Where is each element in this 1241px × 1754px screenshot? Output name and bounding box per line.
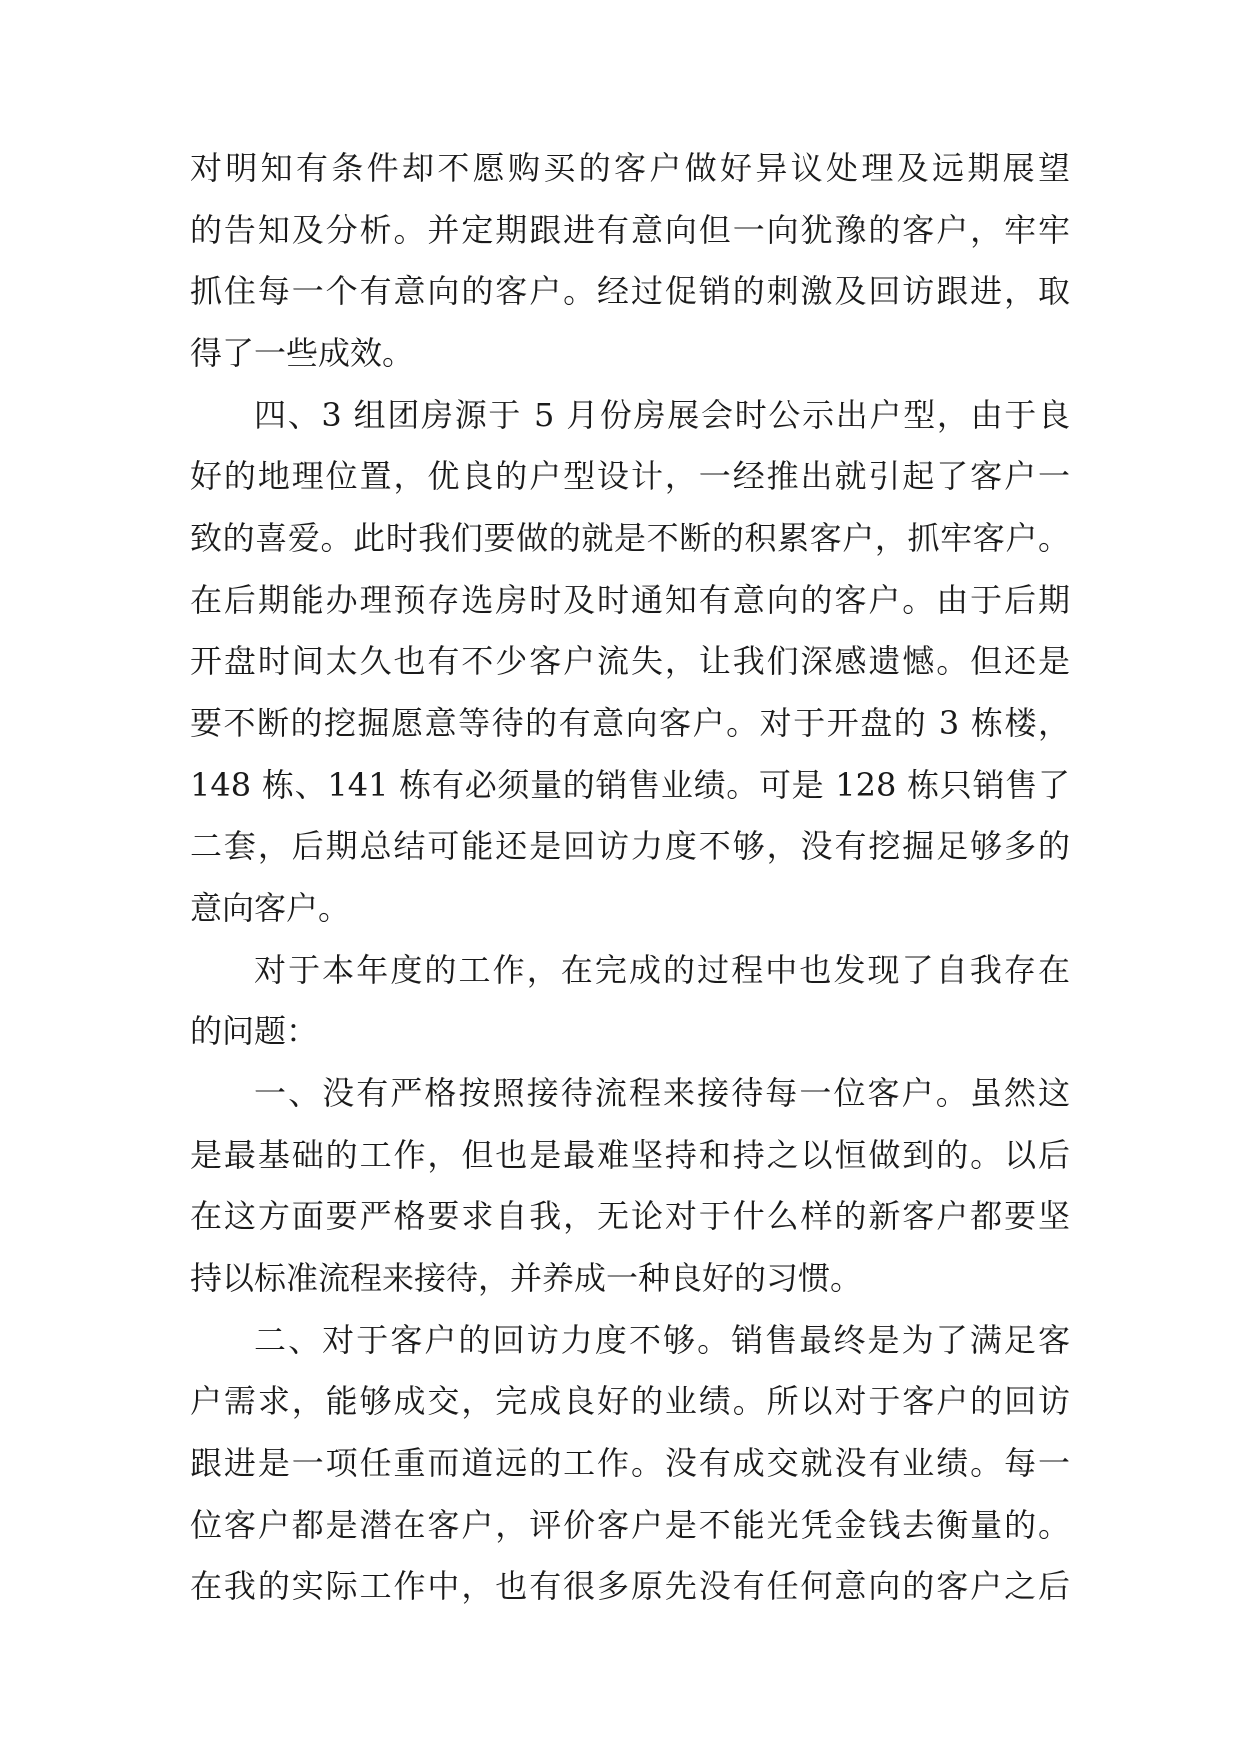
text-line: 得了一些成效。 <box>190 334 415 372</box>
text-line: 户需求，能够成交，完成良好的业绩。所以对于客户的回访 <box>190 1382 1070 1420</box>
text-line: 二套，后期总结可能还是回访力度不够，没有挖掘足够多的 <box>190 827 1070 865</box>
text-line: 在这方面要严格要求自我，无论对于什么样的新客户都要坚 <box>190 1197 1070 1235</box>
text-line: 开盘时间太久也有不少客户流失，让我们深感遗憾。但还是 <box>190 642 1070 680</box>
text-line: 好的地理位置，优良的户型设计，一经推出就引起了客户一 <box>190 457 1070 495</box>
text-line: 的告知及分析。并定期跟进有意向但一向犹豫的客户，牢牢 <box>190 211 1070 249</box>
text-line: 对明知有条件却不愿购买的客户做好异议处理及远期展望 <box>190 149 1070 187</box>
paragraph-first-line: 二、对于客户的回访力度不够。销售最终是为了满足客 <box>254 1321 1070 1359</box>
text-line: 的问题： <box>190 1012 319 1050</box>
text-line: 要不断的挖掘愿意等待的有意向客户。对于开盘的 3 栋楼， <box>190 704 1070 742</box>
text-line: 148 栋、141 栋有必须量的销售业绩。可是 128 栋只销售了 <box>190 766 1070 804</box>
text-line: 位客户都是潜在客户，评价客户是不能光凭金钱去衡量的。 <box>190 1506 1070 1544</box>
text-line: 抓住每一个有意向的客户。经过促销的刺激及回访跟进，取 <box>190 272 1070 310</box>
paragraph-first-line: 一、没有严格按照接待流程来接待每一位客户。虽然这 <box>254 1074 1070 1112</box>
text-line: 持以标准流程来接待，并养成一种良好的习惯。 <box>190 1259 863 1297</box>
text-line: 在后期能办理预存选房时及时通知有意向的客户。由于后期 <box>190 581 1070 619</box>
text-line: 跟进是一项任重而道远的工作。没有成交就没有业绩。每一 <box>190 1444 1070 1482</box>
text-line: 意向客户。 <box>190 889 351 927</box>
text-line: 致的喜爱。此时我们要做的就是不断的积累客户，抓牢客户。 <box>190 519 1070 557</box>
paragraph-first-line: 对于本年度的工作，在完成的过程中也发现了自我存在 <box>254 951 1070 989</box>
paragraph-first-line: 四、3 组团房源于 5 月份房展会时公示出户型，由于良 <box>254 396 1070 434</box>
text-line: 是最基础的工作，但也是最难坚持和持之以恒做到的。以后 <box>190 1136 1070 1174</box>
text-line: 在我的实际工作中，也有很多原先没有任何意向的客户之后 <box>190 1567 1070 1605</box>
